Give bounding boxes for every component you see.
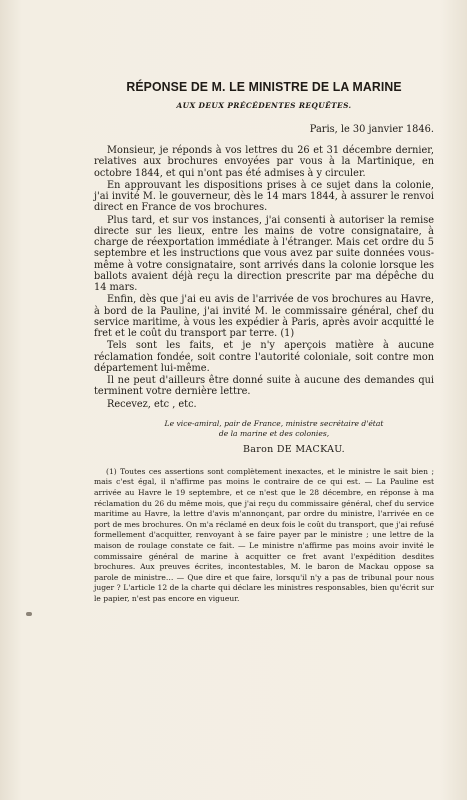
signature-name: Baron DE MACKAU. bbox=[243, 443, 345, 455]
paragraph: Plus tard, et sur vos instances, j'ai consenti à autoriser la remise directe sur les lieux, entre les mains de votre consignataire, à charge de réexportation immédiate à l'étranger. Mais cet ordre du 5 septembre et les instructions que vous avez par suite données vous-même à votre consignataire, sont arrivés dans la colonie lorsque les ballots avaient déjà reçu la direction prescrite par ma dépêche du 14 mars. bbox=[94, 214, 434, 293]
document-subtitle: AUX DEUX PRÉCÉDENTES REQUÊTES. bbox=[176, 101, 352, 110]
paragraph: Enfin, dès que j'ai eu avis de l'arrivée de vos brochures au Havre, à bord de la Pauline, j'ai invité M. le commissaire général, chef du service maritime, à vous les expédier à Paris, après avoir acquitté le fret et le coût du transport par terre. (1) bbox=[94, 294, 434, 339]
closing-line: Recevez, etc , etc. bbox=[107, 398, 197, 410]
footnote-text: (1) Toutes ces assertions sont complètement inexactes, et le ministre le sait bien ; mais c'est égal, il n'affirme pas moins le contraire de ce qui est. — La Pauline est arrivée au Havre le 19 septembre, et ce n'est que le 28 décembre, en réponse à ma réclamation du 26 du même mois, que j'ai reçu du commissaire général, chef du service maritime au Havre, la lettre d'avis m'annonçant, par ordre du ministre, l'arrivée en ce port de mes brochures. On m'a réclamé en deux fois le coût du transport, que j'ai refusé formellement d'acquitter, renvoyant à se faire payer par le ministre ; une lettre de la maison de roulage constate ce fait. — Le ministre n'affirme pas moins avoir invité le commissaire général de marine à acquitter ce fret avant l'expédition desdites brochures. Aux preuves écrites, incontestables, M. le baron de Mackau oppose sa parole de ministre… — Que dire et que faire, lorsqu'il n'y a pas de tribunal pour nous juger ? L'article 12 de la charte qui déclare les ministres responsables, bien qu'écrit sur le papier, n'est pas encore en vigueur. bbox=[94, 466, 434, 603]
document-title: RÉPONSE DE M. LE MINISTRE DE LA MARINE bbox=[126, 79, 402, 94]
paragraph: Tels sont les faits, et je n'y aperçois matière à aucune réclamation fondée, soit contre l'autorité coloniale, soit contre mon département lui-même. bbox=[94, 340, 434, 374]
document-content bbox=[94, 79, 434, 604]
page-blemish bbox=[26, 612, 32, 616]
footnote bbox=[94, 467, 434, 605]
paragraph: Il ne peut d'ailleurs être donné suite à aucune des demandes qui terminent votre dernière lettre. bbox=[94, 375, 434, 398]
letter-body bbox=[94, 145, 434, 410]
signature-title-line: Le vice-amiral, pair de France, ministre secrétaire d'état bbox=[164, 418, 384, 428]
paragraph: En approuvant les dispositions prises à ce sujet dans la colonie, j'ai invité M. le gouverneur, dès le 14 mars 1844, à assurer le renvoi direct en France de vos brochures. bbox=[94, 179, 434, 214]
dateline: Paris, le 30 janvier 1846. bbox=[309, 124, 434, 135]
signature-title bbox=[114, 419, 434, 440]
signature-title-line: de la marine et des colonies, bbox=[218, 429, 330, 439]
paragraph: Monsieur, je réponds à vos lettres du 26 et 31 décembre dernier, relatives aux brochures envoyées par vous à la Martinique, en octobre 1844, et qui n'ont pas été admises à y circuler. bbox=[94, 145, 434, 179]
